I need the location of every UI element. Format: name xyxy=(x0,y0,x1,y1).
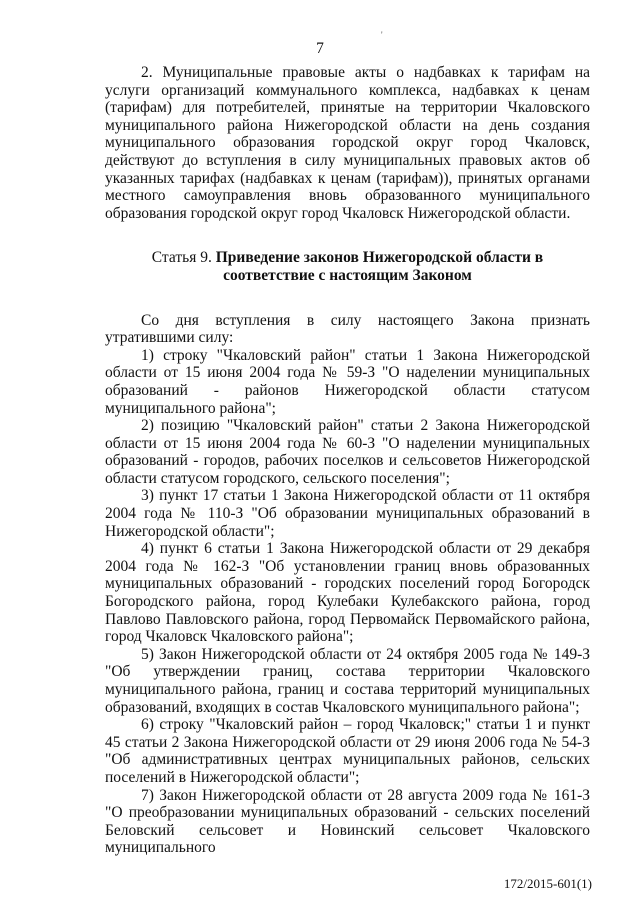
paragraph-2: 2. Муниципальные правовые акты о надбавках к тарифам на услуги организаций коммунального комплекса, надбавках к ценам (тарифам) для потребителей, принятые на территории Чкаловского муниципального района Нижегородской области на день создания муниципального образования городской округ город Чкаловск, действуют до вступления в силу муниципальных правовых актов об указанных тарифах (надбавках к ценам (тарифам)), принятых органами местного самоуправления вновь образованного муниципального образования городской округ город Чкаловск Нижегородской области. xyxy=(105,64,590,222)
article-heading xyxy=(105,249,590,284)
document-body xyxy=(105,64,590,857)
article-number: Статья 9. xyxy=(151,249,212,267)
list-item: 7) Закон Нижегородской области от 28 августа 2009 года № 161-З "О преобразовании муниципальных образований - сельских поселений Беловский сельсовет и Новинский сельсовет Чкаловского муниципального xyxy=(105,786,590,857)
list-item: 6) строку "Чкаловский район – город Чкаловск;" статьи 1 и пункт 45 статьи 2 Закона Нижегородской области от 29 июня 2006 года № 54-З "Об административных центрах муниципальных районов, сельских поселений в Нижегородской области"; xyxy=(105,716,590,786)
list-item: 1) строку "Чкаловский район" статьи 1 Закона Нижегородской области от 15 июня 2004 года № 59-З "О наделении муниципальных образований - районов Нижегородской области статусом муниципального района"; xyxy=(105,346,590,417)
article-intro: Со дня вступления в силу настоящего Закона признать утратившими силу: xyxy=(105,311,590,347)
page-number: 7 xyxy=(316,40,324,57)
list-item: 5) Закон Нижегородской области от 24 октября 2005 года № 149-З "Об утверждении границ, состава территории Чкаловского муниципального района, границ и состава территорий муниципальных образований, входящих в состав Чкаловского муниципального района"; xyxy=(105,645,590,716)
list-item: 3) пункт 17 статьи 1 Закона Нижегородской области от 11 октября 2004 года № 110-З "Об образовании муниципальных образований в Нижегородской области"; xyxy=(105,487,590,540)
article-title-line2: соответствие с настоящим Законом xyxy=(223,266,472,284)
document-code: 172/2015-601(1) xyxy=(503,876,592,891)
list-item: 2) позицию "Чкаловский район" статьи 2 Закона Нижегородской области от 15 июня 2004 года № 60-З "О наделении муниципальных образований - городов, рабочих поселков и сельсоветов Нижегородской области статусом городского, сельского поселения"; xyxy=(105,417,590,487)
article-title-line1: Приведение законов Нижегородской области в xyxy=(215,249,544,267)
list-item: 4) пункт 6 статьи 1 Закона Нижегородской области от 29 декабря 2004 года № 162-З "Об установлении границ вновь образованных муниципальных образований - городских поселений город Богородск Богородского района, город Кулебаки Кулебакского района, город Павлово Павловского района, город Первомайск Первомайского района, город Чкаловск Чкаловского района"; xyxy=(105,540,590,646)
scan-mark: ' xyxy=(381,30,383,40)
